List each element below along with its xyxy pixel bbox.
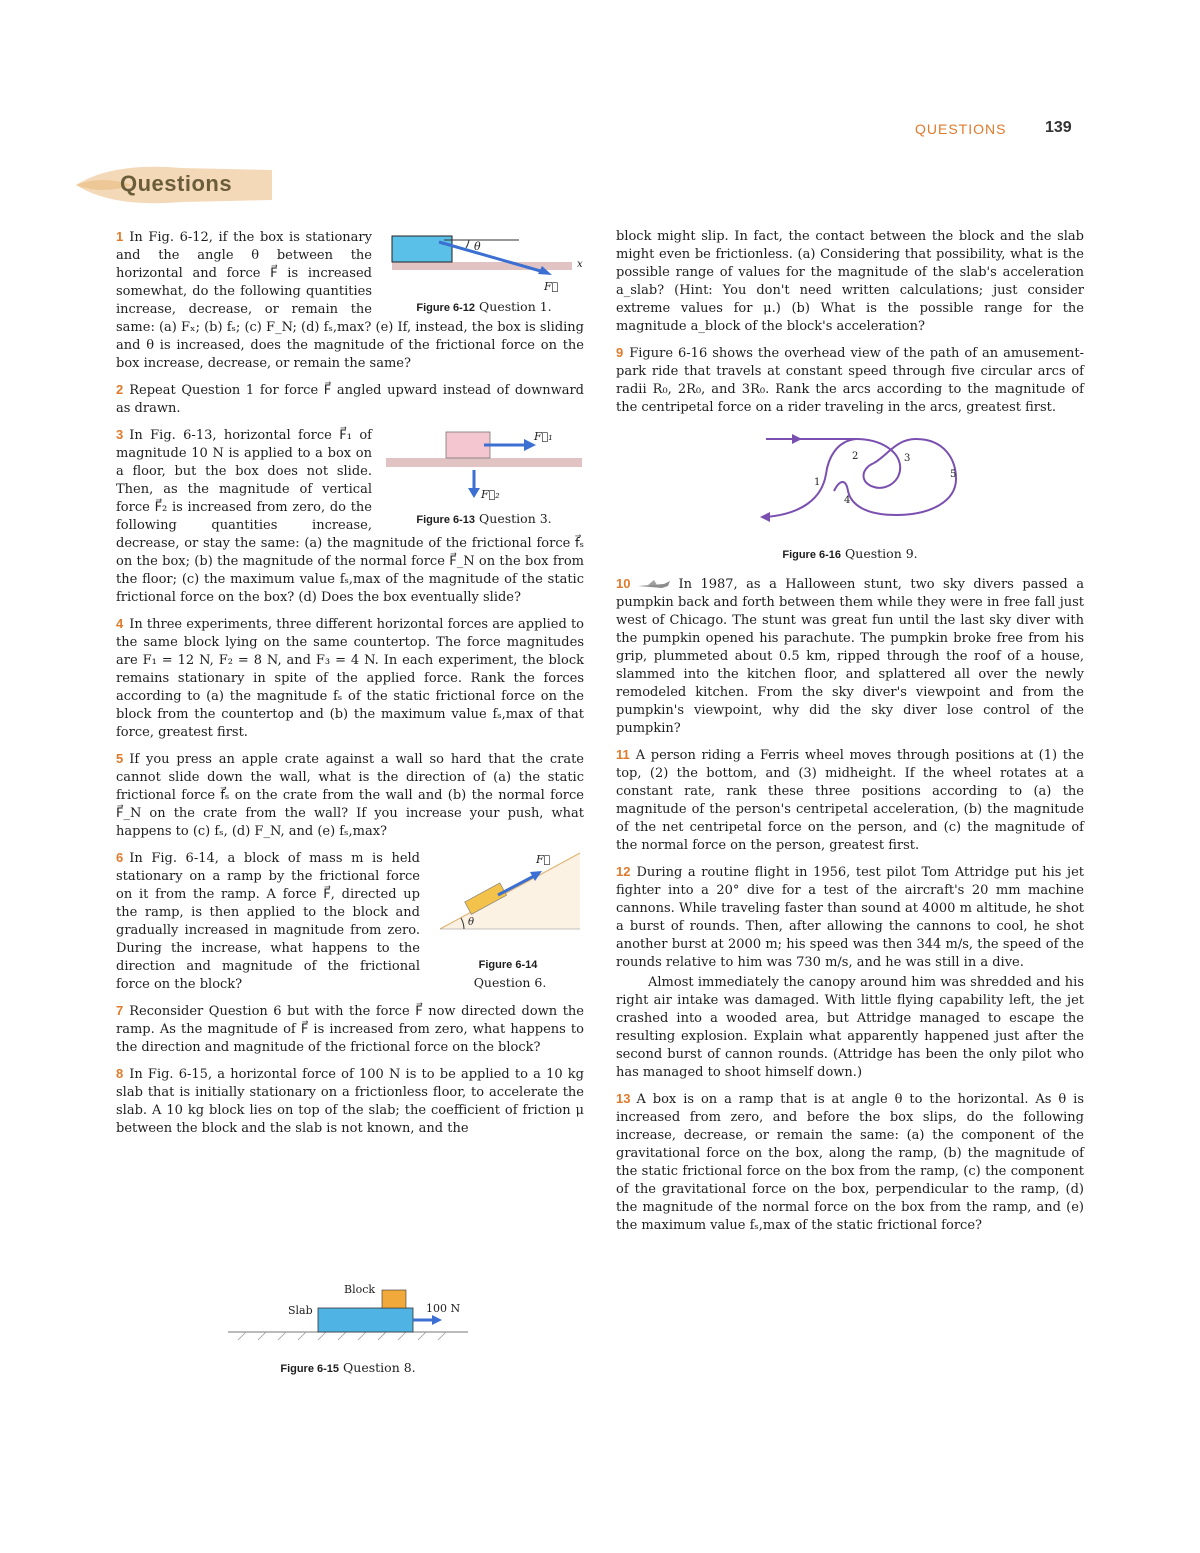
- figure-6-13-caption: Figure 6-13 Question 3.: [416, 511, 552, 526]
- figure-6-12: [384, 228, 584, 316]
- question-5: 5 If you press an apple crate against a wall so hard that the crate cannot slide down the wall, what is the direction of (a) the static frictional force f⃗ₛ on the crate from the wall and (b) the normal force F⃗_N on the crate from the wall? If you increase your push, what happens to (c) fₛ, (d) F_N, and (e) fₛ,max?: [116, 751, 584, 839]
- axis-x-label: x: [577, 259, 583, 270]
- question-1: 1 In Fig. 6-12, if the box is stationary and the angle θ between the horizontal and force F⃗ is increased somewhat, do the following quantities increase, decrease, or remain the same: (a) Fₓ; (b) fₛ; (c) F_N; (d) fₛ,max? (e) If, instead, the box is sliding and θ is increased, does the magnitude of the frictional force on the box increase, decrease, or remain the same?: [116, 229, 584, 371]
- figure-6-16: [616, 425, 1084, 575]
- question-8-continued: block might slip. In fact, the contact between the block and the slab might even be frictionless. (a) Considering that possibility, what is the possible range of values for the magnitude of the slab's acceleration a_slab? (Hint: You don't need written calculations; just consider extreme values for μ.) (b) What is the possible range for the magnitude a_block of the block's acceleration?: [616, 229, 1084, 334]
- figure-6-15: [228, 1278, 468, 1374]
- slab-label: Slab: [288, 1304, 313, 1317]
- airplane-icon: [636, 579, 672, 591]
- question-8: 8 In Fig. 6-15, a horizontal force of 100 N is to be applied to a 10 kg slab that is initially stationary on a frictionless floor, to accelerate the slab. A 10 kg block lies on top of the slab; the coefficient of friction μ between the block and the slab is not known, and the: [116, 1066, 584, 1136]
- figure-6-14: [436, 849, 584, 989]
- force-label: F⃗: [536, 853, 551, 866]
- question-6: 6 In Fig. 6-14, a block of mass m is held stationary on a ramp by the frictional force on it from the ramp. A force F⃗, directed up the ramp, is then applied to the block and gradually increased in magnitude from zero. During the increase, what happens to the direction and magnitude of the frictional force on the block?: [116, 850, 420, 992]
- question-12-paragraph-2: Almost immediately the canopy around him was shredded and his right air intake was damaged. With little flying capability left, the jet crashed into a wooded area, but Attridge managed to escape the resulting explosion. Explain what apparently happened just after the second burst of cannon rounds. (Attridge has been the only pilot who has managed to shoot himself down.): [616, 975, 1084, 1080]
- question-4: 4 In three experiments, three different horizontal forces are applied to the same block lying on the same countertop. The force magnitudes are F₁ = 12 N, F₂ = 8 N, and F₃ = 4 N. In each experiment, the block remains stationary in spite of the applied force. Rank the forces according to (a) the magnitude fₛ of the static frictional force on the block from the countertop and (b) the maximum value fₛ,max of that force, greatest first.: [116, 616, 584, 740]
- question-12: 12 During a routine flight in 1956, test pilot Tom Attridge put his jet fighter into a 20° dive for a test of the aircraft's 20 mm machine cannons. While traveling faster than sound at 4000 m altitude, he shot a burst of rounds. Then, after allowing the cannons to cool, he shot another burst at 2000 m; his speed was then 344 m/s, the speed of the rounds relative to him was 730 m/s, and he was still in a dive.: [616, 864, 1084, 970]
- theta-label: θ: [468, 917, 475, 928]
- theta-label: θ: [474, 240, 481, 253]
- arc-5-label: 5: [950, 469, 957, 480]
- page-title: Questions: [120, 171, 233, 196]
- figure-6-13: [384, 426, 584, 526]
- f2-label: F⃗₂: [481, 488, 500, 501]
- question-3: 3 In Fig. 6-13, horizontal force F⃗₁ of magnitude 10 N is applied to a box on a floor, but the box does not slide. Then, as the magnitude of vertical force F⃗₂ is increased from zero, do the following quantities increase, decrease, or stay the same: (a) the magnitude of the frictional force f⃗ₛ on the box; (b) the magnitude of the normal force F⃗_N on the box from the floor; (c) the maximum value fₛ,max of the magnitude of the static frictional force on the box? (d) Does the box eventually slide?: [116, 427, 584, 605]
- force-label: F⃗: [544, 280, 559, 292]
- left-column: [116, 228, 584, 1146]
- arc-4-label: 4: [844, 495, 851, 506]
- question-13: 13 A box is on a ramp that is at angle θ to the horizontal. As θ is increased from zero, and before the box slips, do the following increase, decrease, or remain the same: (a) the component of the gravitational force on the box, along the ramp, (b) the magnitude of the static frictional force on the box from the ramp, (c) the component of the gravitational force on the box, perpendicular to the ramp, (d) the magnitude of the normal force on the box from the ramp, and (e) the maximum value fₛ,max of the static frictional force?: [616, 1091, 1084, 1233]
- arc-2-label: 2: [852, 451, 859, 462]
- f1-label: F⃗₁: [534, 430, 553, 443]
- right-column: [616, 228, 1084, 1243]
- question-7: 7 Reconsider Question 6 but with the force F⃗ now directed down the ramp. As the magnitude of F⃗ is increased from zero, what happens to the direction and magnitude of the frictional force on the block?: [116, 1003, 584, 1055]
- figure-6-12-caption: Figure 6-12 Question 1.: [416, 299, 552, 314]
- figure-6-15-caption: Figure 6-15 Question 8.: [280, 1360, 416, 1375]
- arc-3-label: 3: [904, 453, 911, 464]
- question-2: 2 Repeat Question 1 for force F⃗ angled upward instead of downward as drawn.: [116, 382, 584, 416]
- question-11: 11 A person riding a Ferris wheel moves through positions at (1) the top, (2) the bottom, and (3) midheight. If the wheel rotates at a constant rate, rank these three positions according to (a) the magnitude of the person's centripetal acceleration, (b) the magnitude of the net centripetal force on the person, and (c) the magnitude of the normal force on the person, greatest first.: [616, 747, 1084, 853]
- arc-1-label: 1: [814, 477, 821, 488]
- page-number: 139: [1045, 119, 1072, 136]
- figure-6-16-caption: Figure 6-16 Question 9.: [782, 546, 918, 561]
- block-label: Block: [344, 1283, 376, 1296]
- figure-6-14-caption: Figure 6-14 Question 6.: [473, 959, 547, 990]
- question-10: 10 In 1987, as a Halloween stunt, two sky divers passed a pumpkin back and forth between them while they were in free fall just west of Chicago. The stunt was great fun until the last sky diver with the pumpkin opened his parachute. The pumpkin broke free from his grip, plummeted about 0.5 km, ripped through the roof of a house, slammed into the kitchen floor, and splattered all over the newly remodeled kitchen. From the sky diver's viewpoint and from the pumpkin's viewpoint, why did the sky diver lose control of the pumpkin?: [616, 576, 1084, 736]
- force-label: 100 N: [426, 1302, 461, 1315]
- running-header-section: QUESTIONS: [915, 121, 1007, 137]
- question-9: 9 Figure 6-16 shows the overhead view of the path of an amusement-park ride that travels at constant speed through five circular arcs of radii R₀, 2R₀, and 3R₀. Rank the arcs according to the magnitude of the centripetal force on a rider traveling in the arcs, greatest first.: [616, 345, 1084, 415]
